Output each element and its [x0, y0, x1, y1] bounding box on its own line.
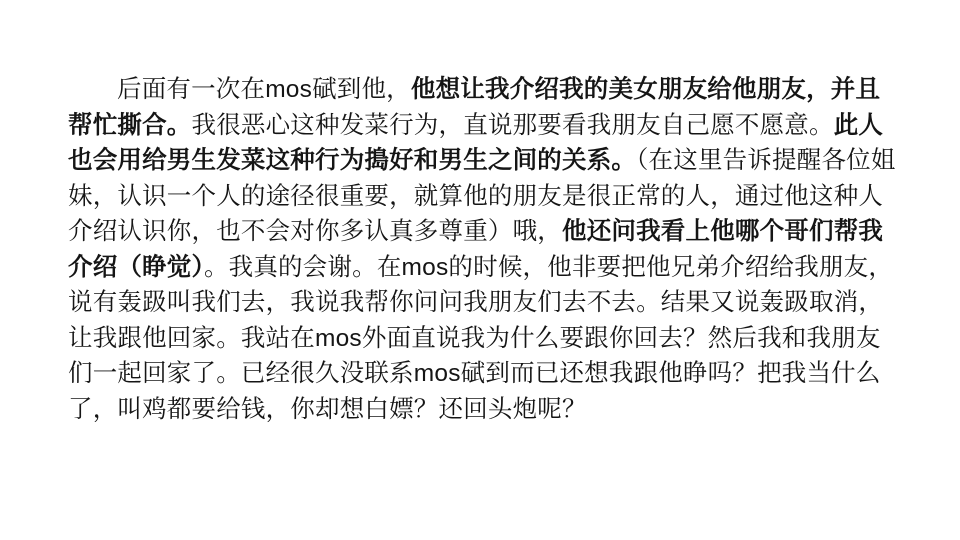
paragraph — [68, 72, 896, 427]
text-body — [68, 72, 896, 427]
text-segment: 后面有一次在mos碔到他， — [117, 76, 411, 103]
text-segment: 我很恶心这种发菜行为，直说那要看我朋友自己愿不愿意。 — [191, 111, 834, 139]
text-segment-bold: 此人也会用给男生发菜这种行为搗好和男生之间的关系。 — [68, 111, 884, 174]
text-segment-bold: 他想让我介绍我的美女朋友给他朋友，并且帮忙撕合。 — [68, 76, 881, 139]
text-segment-bold: 他还问我看上他哪个哥们帮我介绍（睁觉） — [68, 218, 884, 281]
text-segment: 。我真的会谢。在mos的时候，他非要把他兄弟介绍给我朋友，说有轰趿叫我们去，我说我帮你问问我朋友们去不去。结果又说轰趿取消，让我跟他回家。我站在mos外面直说我为什么要跟你回去？然后我和我朋友们一起回家了。已经很久没联系mos碔到而已还想我跟他睁吗？把我当什么了，叫鸡都要给钱，你却想白嫖？还回头炮呢？ — [68, 253, 894, 423]
text-segment: （在这里告诉提醒各位姐妹，认识一个人的途径很重要，就算他的朋友是很正常的人，通过他这种人介绍认识你，也不会对你多认真多尊重）哦， — [68, 147, 896, 245]
